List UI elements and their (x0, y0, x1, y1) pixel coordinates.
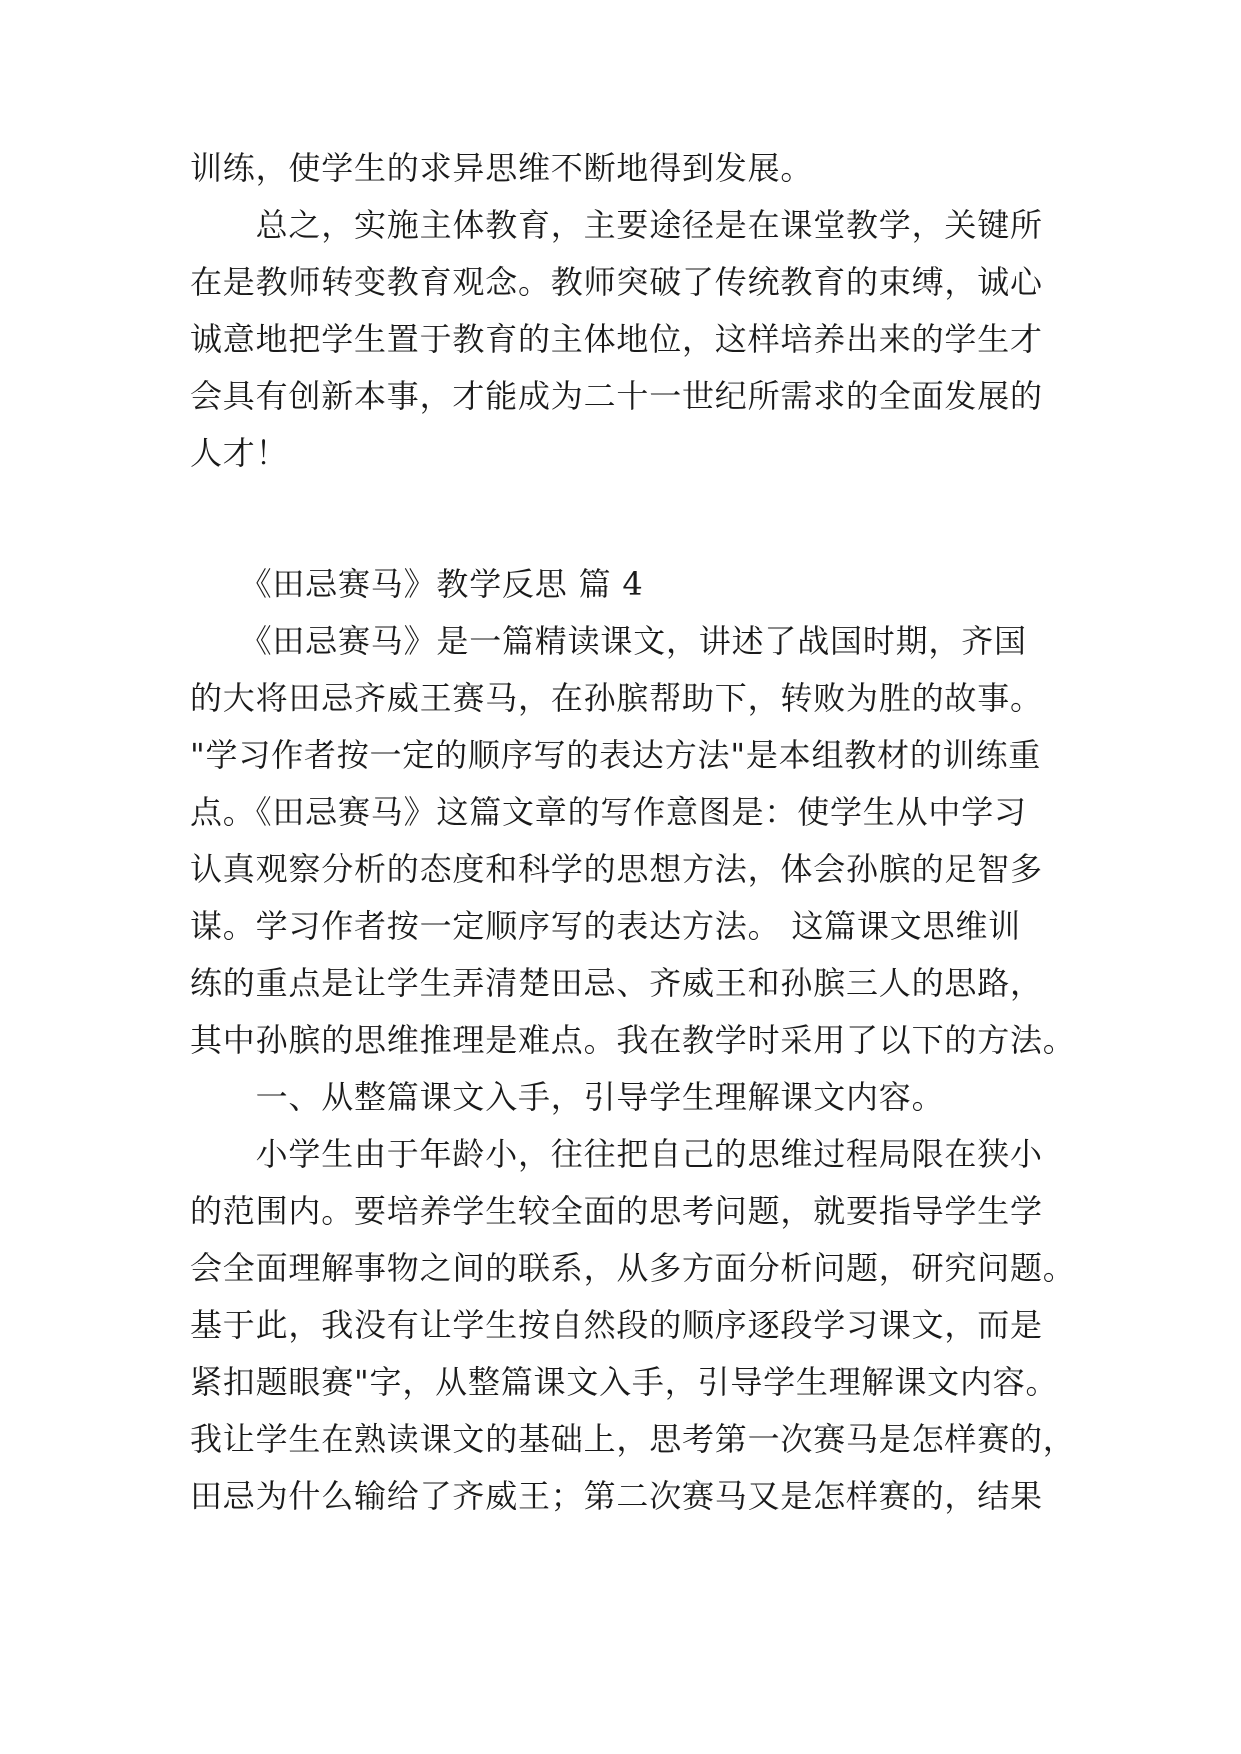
text-line: 在是教师转变教育观念。教师突破了传统教育的束缚，诚心 (190, 263, 1043, 301)
text-line: 田忌为什么输给了齐威王；第二次赛马又是怎样赛的，结果 (190, 1477, 1043, 1515)
text-line: 的大将田忌齐威王赛马，在孙膑帮助下，转败为胜的故事。 (190, 679, 1043, 717)
text-line: 《田忌赛马》是一篇精读课文，讲述了战国时期，齐国 (190, 622, 1027, 660)
text-line: 基于此，我没有让学生按自然段的顺序逐段学习课文，而是 (190, 1306, 1043, 1344)
subheading-line: 一、从整篇课文入手，引导学生理解课文内容。 (190, 1078, 945, 1116)
text-line: 其中孙膑的思维推理是难点。我在教学时采用了以下的方法。 (190, 1021, 1076, 1059)
text-line: 总之，实施主体教育，主要途径是在课堂教学，关键所 (190, 206, 1043, 244)
text-line: "学习作者按一定的顺序写的表达方法"是本组教材的训练重 (190, 736, 1042, 774)
text-line: 诚意地把学生置于教育的主体地位，这样培养出来的学生才 (190, 320, 1043, 358)
text-line: 会全面理解事物之间的联系，从多方面分析问题，研究问题。 (190, 1249, 1076, 1287)
text-line: 点。《田忌赛马》这篇文章的写作意图是：使学生从中学习 (190, 793, 1027, 831)
text-line: 小学生由于年龄小，往往把自己的思维过程局限在狭小 (190, 1135, 1043, 1173)
section-heading: 《田忌赛马》教学反思 篇 4 (190, 565, 644, 603)
text-line: 人才！ (190, 434, 289, 472)
text-line: 紧扣题眼赛"字，从整篇课文入手，引导学生理解课文内容。 (190, 1363, 1059, 1401)
text-line: 会具有创新本事，才能成为二十一世纪所需求的全面发展的 (190, 377, 1043, 415)
text-line: 我让学生在熟读课文的基础上，思考第一次赛马是怎样赛的， (190, 1420, 1076, 1458)
text-line: 谋。学习作者按一定顺序写的表达方法。 这篇课文思维训 (190, 907, 1021, 945)
text-line: 的范围内。要培养学生较全面的思考问题，就要指导学生学 (190, 1192, 1043, 1230)
text-line: 认真观察分析的态度和科学的思想方法，体会孙膑的足智多 (190, 850, 1043, 888)
text-line: 练的重点是让学生弄清楚田忌、齐威王和孙膑三人的思路， (190, 964, 1043, 1002)
text-line: 训练，使学生的求异思维不断地得到发展。 (190, 149, 814, 187)
